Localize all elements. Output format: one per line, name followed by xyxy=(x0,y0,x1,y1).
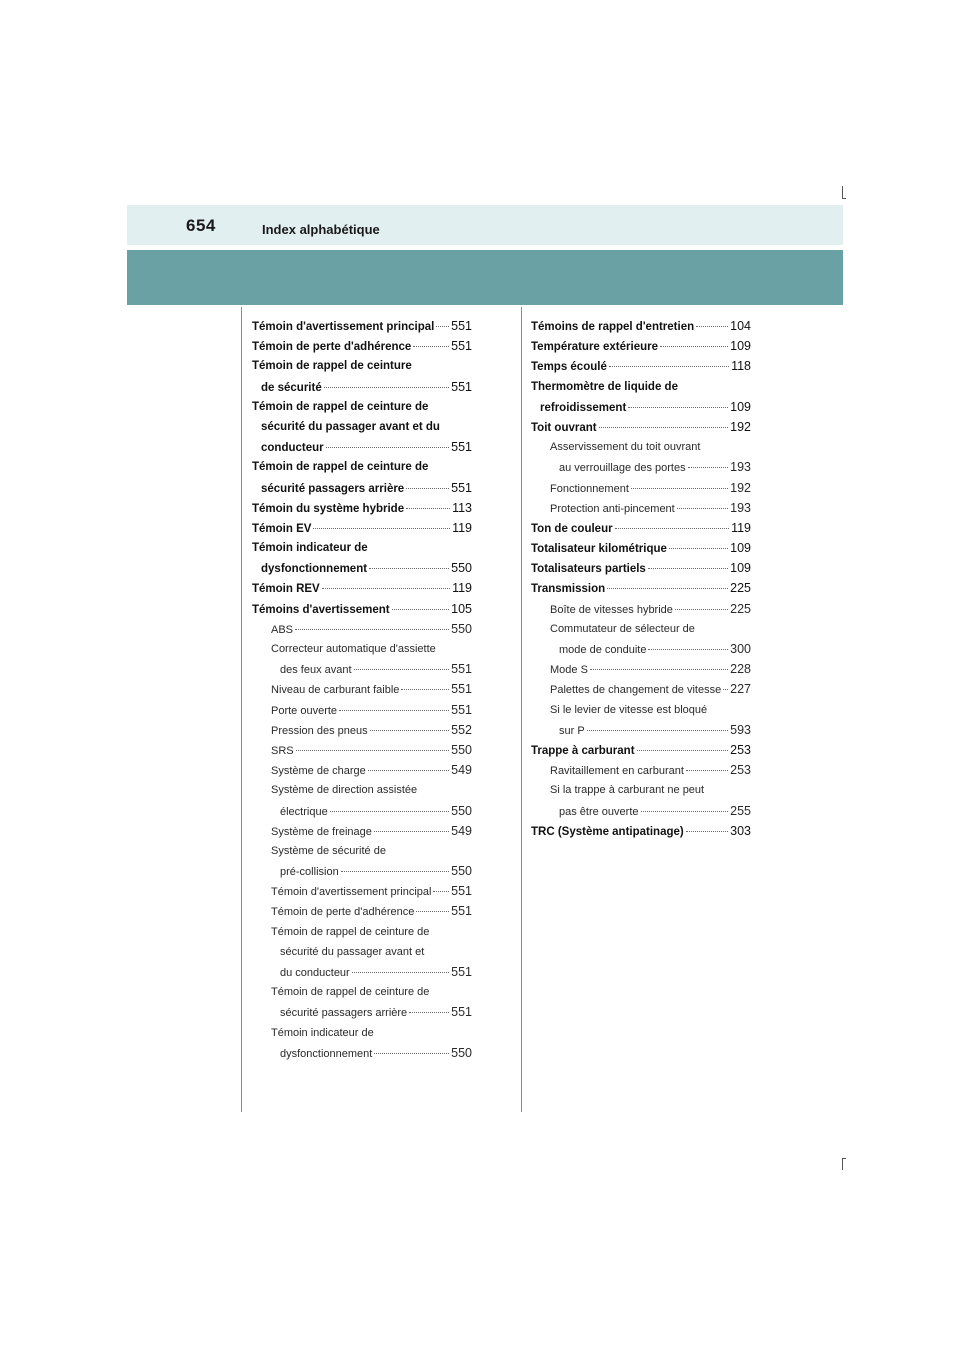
dot-leader xyxy=(660,346,728,347)
dot-leader xyxy=(406,508,450,509)
section-band xyxy=(127,250,843,305)
dot-leader xyxy=(374,1053,449,1054)
index-entry xyxy=(252,1002,472,1022)
index-entry-label: dysfonctionnement xyxy=(280,1047,373,1060)
dot-leader xyxy=(599,427,729,428)
index-entry-label: Témoins de rappel d'entretien xyxy=(531,321,695,333)
index-entry xyxy=(531,397,751,417)
index-entry-label: sécurité passagers arrière xyxy=(261,482,405,495)
index-entry-label: Témoin REV xyxy=(252,583,320,596)
dot-leader xyxy=(296,750,450,751)
index-entry xyxy=(252,982,472,1002)
index-entry-label: Palettes de changement de vitesse xyxy=(550,684,722,697)
index-entry-label: Boîte de vitesses hybride xyxy=(550,603,673,616)
index-entry xyxy=(531,437,751,457)
index-entry-label: dysfonctionnement xyxy=(261,563,368,576)
dot-leader xyxy=(354,669,450,670)
index-entry-page[interactable]: 109 xyxy=(730,541,751,556)
index-entry-label: Protection anti-pincement xyxy=(550,502,675,515)
dot-leader xyxy=(688,467,729,468)
dot-leader xyxy=(696,326,728,327)
dot-leader xyxy=(436,326,449,327)
index-entry xyxy=(252,700,472,720)
index-entry-page[interactable]: 549 xyxy=(451,823,472,838)
index-entry-page[interactable]: 104 xyxy=(730,319,751,333)
index-entry-label: Témoin indicateur de xyxy=(271,1026,374,1039)
index-entry-label: Témoin de rappel de ceinture de xyxy=(271,986,430,999)
index-entry-page[interactable]: 119 xyxy=(452,520,472,535)
index-entry-label: Pression des pneus xyxy=(271,724,368,737)
index-entry-page[interactable]: 113 xyxy=(452,500,472,515)
index-entry-page[interactable]: 192 xyxy=(730,419,751,434)
page-title: Index alphabétique xyxy=(262,222,380,237)
index-entry-page[interactable]: 551 xyxy=(451,1005,472,1020)
index-entry-label: Système de charge xyxy=(271,765,366,778)
index-entry xyxy=(252,377,472,397)
index-entry xyxy=(252,316,472,336)
index-entry xyxy=(252,962,472,982)
index-entry-label: Témoin de rappel de ceinture de xyxy=(252,400,429,413)
index-entry-page[interactable]: 552 xyxy=(451,722,472,737)
dot-leader xyxy=(401,689,449,690)
index-entry-page[interactable]: 109 xyxy=(730,561,751,576)
index-entry xyxy=(531,780,751,800)
index-entry-page[interactable]: 549 xyxy=(451,763,472,778)
index-entry-label: Témoin EV xyxy=(252,522,312,535)
index-entry-label: Témoin de rappel de ceinture xyxy=(252,360,412,373)
index-entry-page[interactable]: 550 xyxy=(451,1045,472,1060)
index-entry-label: ABS xyxy=(271,623,294,636)
index-entry xyxy=(531,316,751,336)
index-entry-label: Température extérieure xyxy=(531,341,658,354)
index-entry-label: Trappe à carburant xyxy=(531,744,635,757)
index-entry xyxy=(252,498,472,518)
index-entry-label: Témoins d'avertissement xyxy=(252,603,390,616)
index-entry xyxy=(252,518,472,538)
index-entry-label: Témoin d'avertissement principal xyxy=(252,321,435,333)
index-entry xyxy=(252,841,472,861)
index-entry xyxy=(531,599,751,619)
dot-leader xyxy=(686,770,728,771)
index-entry-label: sécurité du passager avant et du xyxy=(261,420,440,433)
index-entry-label: Témoin de rappel de ceinture de xyxy=(271,925,430,938)
index-entry xyxy=(252,659,472,679)
index-entry-label: Toit ouvrant xyxy=(531,421,597,434)
index-entry-label: Mode S xyxy=(550,664,588,677)
index-entry xyxy=(531,498,751,518)
dot-leader xyxy=(392,609,450,610)
index-entry xyxy=(531,377,751,397)
index-entry-page[interactable]: 551 xyxy=(451,965,472,979)
index-entry xyxy=(531,720,751,740)
index-entry-page[interactable]: 253 xyxy=(730,763,751,778)
index-entry xyxy=(252,578,472,598)
index-entry-page[interactable]: 551 xyxy=(451,662,472,677)
index-entry xyxy=(252,417,472,437)
dot-leader xyxy=(615,528,729,529)
index-entry xyxy=(252,760,472,780)
index-entry xyxy=(531,538,751,558)
index-entry-label: Témoin du système hybride xyxy=(252,502,405,515)
index-entry xyxy=(531,356,751,376)
index-entry-label: Thermomètre de liquide de xyxy=(531,380,678,393)
index-entry xyxy=(252,437,472,457)
dot-leader xyxy=(686,831,728,832)
index-entry-label: Correcteur automatique d'assiette xyxy=(271,643,436,655)
index-entry xyxy=(252,881,472,901)
index-entry-page[interactable]: 550 xyxy=(451,621,472,636)
dot-leader xyxy=(326,447,450,448)
index-entry-label: Système de direction assistée xyxy=(271,784,418,797)
dot-leader xyxy=(322,588,450,589)
dot-leader xyxy=(628,407,728,408)
index-entry xyxy=(252,457,472,477)
crop-mark xyxy=(842,1158,843,1170)
index-entry xyxy=(531,740,751,760)
index-entry xyxy=(531,801,751,821)
page-number: 654 xyxy=(186,216,216,235)
index-entry-label: SRS xyxy=(271,744,294,757)
dot-leader xyxy=(609,366,729,367)
index-entry-page[interactable]: 225 xyxy=(730,581,751,596)
dot-leader xyxy=(675,609,728,610)
index-entry xyxy=(531,760,751,780)
index-entry-label: pas être ouverte xyxy=(559,805,639,818)
index-entry-label: sécurité passagers arrière xyxy=(280,1007,408,1020)
index-entry-label: Asservissement du toit ouvrant xyxy=(550,441,701,454)
index-entry-page[interactable]: 551 xyxy=(451,904,472,919)
index-entry xyxy=(252,861,472,881)
index-entry xyxy=(531,619,751,639)
index-column-left xyxy=(252,316,472,1063)
index-entry xyxy=(252,397,472,417)
index-entry-label: de sécurité xyxy=(261,381,322,394)
index-entry-label: sur P xyxy=(559,724,585,737)
index-entry-page[interactable]: 303 xyxy=(730,823,751,838)
index-entry xyxy=(531,639,751,659)
dot-leader xyxy=(416,911,449,912)
index-entry-label: refroidissement xyxy=(540,401,627,414)
index-entry-page[interactable]: 109 xyxy=(730,339,751,354)
dot-leader xyxy=(607,588,728,589)
index-entry-label: Témoin de perte d'adhérence xyxy=(271,906,415,919)
index-entry xyxy=(252,740,472,760)
index-entry-label: Temps écoulé xyxy=(531,361,607,374)
index-entry-label: Si la trappe à carburant ne peut xyxy=(550,784,705,797)
index-entry xyxy=(531,679,751,699)
index-entry xyxy=(252,599,472,619)
index-entry-page[interactable]: 550 xyxy=(451,864,472,879)
index-entry-label: sécurité du passager avant et xyxy=(280,945,425,958)
index-entry xyxy=(252,1023,472,1043)
dot-leader xyxy=(330,811,449,812)
index-entry xyxy=(531,518,751,538)
index-entry xyxy=(531,417,751,437)
index-entry-page[interactable]: 550 xyxy=(451,742,472,757)
index-entry-page[interactable]: 105 xyxy=(451,601,472,616)
index-entry-label: Totalisateur kilométrique xyxy=(531,543,667,556)
index-entry xyxy=(252,619,472,639)
index-entry-label: Commutateur de sélecteur de xyxy=(550,622,695,635)
dot-leader xyxy=(677,508,728,509)
dot-leader xyxy=(313,528,450,529)
dot-leader xyxy=(669,548,728,549)
index-entry-page[interactable]: 551 xyxy=(451,339,472,354)
index-entry-label: pré-collision xyxy=(280,866,339,879)
dot-leader xyxy=(641,811,729,812)
index-entry xyxy=(531,700,751,720)
index-entry xyxy=(252,1043,472,1063)
index-entry-page[interactable]: 119 xyxy=(731,520,751,535)
dot-leader xyxy=(352,972,449,973)
column-divider xyxy=(521,307,522,1112)
index-entry-page[interactable]: 551 xyxy=(451,319,472,333)
index-entry-page[interactable]: 593 xyxy=(730,722,751,737)
dot-leader xyxy=(370,730,450,731)
index-entry-page[interactable]: 550 xyxy=(451,561,472,576)
index-entry xyxy=(531,478,751,498)
index-entry-label: TRC (Système antipatinage) xyxy=(531,825,684,838)
index-column-right xyxy=(531,316,751,841)
index-entry xyxy=(252,356,472,376)
index-entry-label: électrique xyxy=(280,805,328,818)
index-entry xyxy=(252,478,472,498)
index-entry-page[interactable]: 551 xyxy=(451,480,472,495)
index-entry-label: au verrouillage des portes xyxy=(559,462,686,475)
dot-leader xyxy=(648,649,728,650)
index-entry-page[interactable]: 225 xyxy=(730,601,751,616)
dot-leader xyxy=(341,871,449,872)
index-entry-label: Porte ouverte xyxy=(271,704,338,717)
index-entry-page[interactable]: 550 xyxy=(451,803,472,818)
dot-leader xyxy=(413,346,449,347)
index-entry-page[interactable]: 255 xyxy=(730,803,751,818)
dot-leader xyxy=(637,750,729,751)
dot-leader xyxy=(587,730,728,731)
index-entry xyxy=(252,780,472,800)
index-entry-label: Témoin d'avertissement principal xyxy=(271,886,432,899)
index-entry-page[interactable]: 228 xyxy=(730,662,751,677)
index-entry-page[interactable]: 253 xyxy=(730,742,751,757)
index-entry-label: Ravitaillement en carburant xyxy=(550,765,684,778)
index-entry xyxy=(252,922,472,942)
dot-leader xyxy=(374,831,449,832)
index-entry-label: Système de freinage xyxy=(271,825,372,838)
index-entry xyxy=(531,659,751,679)
index-entry xyxy=(252,821,472,841)
crop-mark xyxy=(842,186,843,198)
index-entry xyxy=(531,336,751,356)
dot-leader xyxy=(433,891,449,892)
dot-leader xyxy=(339,710,449,711)
index-entry xyxy=(252,720,472,740)
index-entry-label: Témoin de perte d'adhérence xyxy=(252,341,412,354)
index-entry xyxy=(531,578,751,598)
index-entry-page[interactable]: 227 xyxy=(730,682,751,697)
dot-leader xyxy=(590,669,728,670)
index-entry-label: Niveau de carburant faible xyxy=(271,684,400,697)
index-entry xyxy=(531,558,751,578)
index-entry-page[interactable]: 551 xyxy=(451,702,472,717)
index-entry-label: mode de conduite xyxy=(559,644,647,656)
index-entry-page[interactable]: 118 xyxy=(731,359,751,374)
index-entry xyxy=(531,821,751,841)
index-entry xyxy=(252,336,472,356)
index-entry-label: Fonctionnement xyxy=(550,482,629,495)
dot-leader xyxy=(295,629,449,630)
index-entry-label: conducteur xyxy=(261,442,324,455)
index-entry xyxy=(252,801,472,821)
index-entry-page[interactable]: 551 xyxy=(451,884,472,899)
dot-leader xyxy=(631,488,728,489)
index-entry-label: Si le levier de vitesse est bloqué xyxy=(550,703,708,716)
index-entry-page[interactable]: 193 xyxy=(730,500,751,515)
crop-mark xyxy=(842,1158,846,1159)
index-entry-label: des feux avant xyxy=(280,664,352,677)
index-entry-page[interactable]: 192 xyxy=(730,480,751,495)
index-entry-page[interactable]: 551 xyxy=(451,682,472,697)
index-entry-label: du conducteur xyxy=(280,967,350,979)
index-entry xyxy=(531,457,751,477)
dot-leader xyxy=(369,568,449,569)
index-entry-page[interactable]: 300 xyxy=(730,642,751,656)
index-entry-label: Témoin de rappel de ceinture de xyxy=(252,461,429,474)
dot-leader xyxy=(723,689,728,690)
index-entry-page[interactable]: 119 xyxy=(452,581,472,596)
dot-leader xyxy=(406,488,449,489)
index-entry xyxy=(252,558,472,578)
index-entry-label: Système de sécurité de xyxy=(271,844,386,857)
index-entry xyxy=(252,901,472,921)
index-entry-label: Témoin indicateur de xyxy=(252,542,368,555)
index-entry-label: Transmission xyxy=(531,583,606,596)
index-entry-label: Ton de couleur xyxy=(531,522,613,535)
index-entry-page[interactable]: 551 xyxy=(451,440,472,455)
column-divider xyxy=(241,307,242,1112)
dot-leader xyxy=(648,568,728,569)
index-entry xyxy=(252,679,472,699)
index-entry-page[interactable]: 193 xyxy=(730,460,751,475)
dot-leader xyxy=(409,1012,449,1013)
index-entry-label: Totalisateurs partiels xyxy=(531,563,646,576)
header-band xyxy=(127,205,843,245)
dot-leader xyxy=(324,387,449,388)
index-entry-page[interactable]: 109 xyxy=(730,399,751,414)
index-entry xyxy=(252,538,472,558)
index-entry xyxy=(252,942,472,962)
dot-leader xyxy=(368,770,449,771)
crop-mark xyxy=(842,198,846,199)
index-entry xyxy=(252,639,472,659)
index-entry-page[interactable]: 551 xyxy=(451,379,472,394)
